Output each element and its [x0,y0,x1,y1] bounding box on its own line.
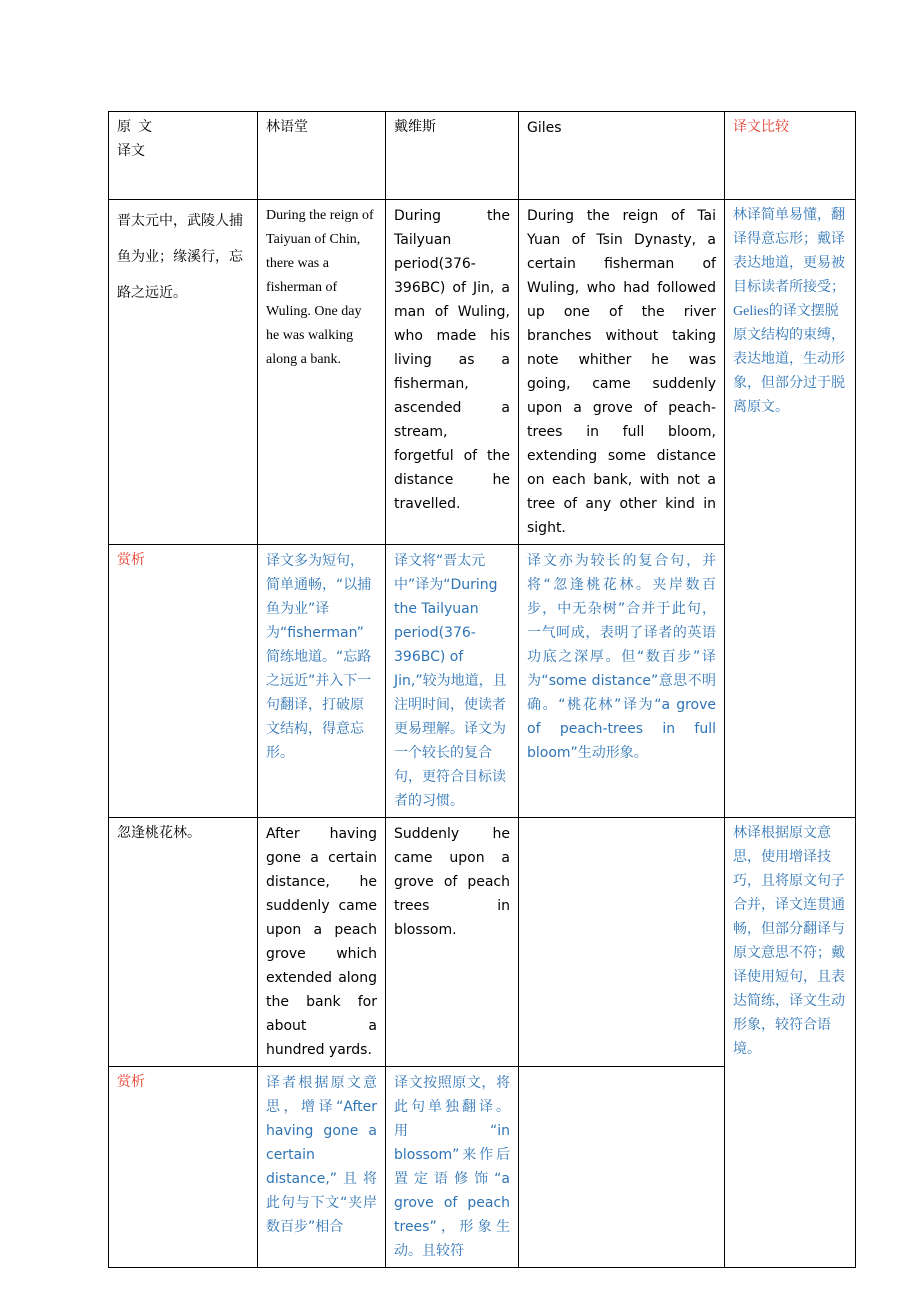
header-comparison [725,112,856,200]
header-translation-label: 译文 [117,144,145,159]
header-lin-label: 林语堂 [266,120,308,135]
row4-davis-analysis: 译文按照原文，将此句单独翻译。用“in blossom”来作后置定语修饰“a grove of peach trees”，形象生动。且较符 [386,1067,519,1268]
row3-original-text: 忽逢桃花林。 [109,818,258,1067]
header-giles-label: Giles [527,120,562,136]
row4-giles-analysis [519,1067,725,1268]
header-giles [519,112,725,200]
header-original-cell [109,112,258,200]
header-davis [386,112,519,200]
row1-giles-translation: During the reign of Tai Yuan of Tsin Dynasty, a certain fisherman of Wuling, who had followed up one of the river branches without taking note whither he was going, came suddenly upon a grove of peach-trees in full bloom, extending some distance on each bank, with not a tree of any other kind in sight. [519,200,725,545]
row1-davis-translation: During the Tailyuan period(376-396BC) of Jin, a man of Wuling, who made his living as a fisherman, ascended a stream, forgetful of the distance he travelled. [386,200,519,545]
header-lin-yutang [258,112,386,200]
row3-comparison: 林译根据原文意思，使用增译技巧，且将原文句子合并，译文连贯通畅，但部分翻译与原文意思不符；戴译使用短句，且表达简练，译文生动形象，较符合语境。 [725,818,856,1268]
row1-original-text: 晋太元中，武陵人捕鱼为业；缘溪行，忘路之远近。 [109,200,258,545]
row3-giles-translation [519,818,725,1067]
translation-comparison-table [108,111,856,1268]
row2-giles-analysis: 译文亦为较长的复合句，并将“忽逢桃花林。夹岸数百步，中无杂树”合并于此句，一气呵成，表明了译者的英语功底之深厚。但“数百步”译为“some distance”意思不明确。“桃花林”译为“a grove of peach-trees in full bloom”生动形象。 [519,545,725,818]
row3-davis-translation: Suddenly he came upon a grove of peach trees in blossom. [386,818,519,1067]
row2-davis-analysis: 译文将“晋太元中”译为“During the Tailyuan period(376-396BC) of Jin,”较为地道，且注明时间，使读者更易理解。译文为一个较长的复合句，更符合目标读者的习惯。 [386,545,519,818]
row2-analysis-label: 赏析 [109,545,258,818]
row1-comparison: 林译简单易懂，翻译得意忘形；戴译表达地道，更易被目标读者所接受；Gelies的译文摆脱原文结构的束缚，表达地道，生动形象，但部分过于脱离原文。 [725,200,856,818]
row3-lin-translation: After having gone a certain distance, he suddenly came upon a peach grove which extended along the bank for about a hundred yards. [258,818,386,1067]
header-original-label: 原 文 [117,120,152,135]
header-davis-label: 戴维斯 [394,120,436,135]
header-row [109,112,856,200]
row-1-translation [109,200,856,545]
row4-analysis-label: 赏析 [109,1067,258,1268]
header-comparison-label: 译文比较 [733,120,789,135]
row1-lin-translation: During the reign of Taiyuan of Chin, there was a fisherman of Wuling. One day he was walking along a bank. [258,200,386,545]
row4-lin-analysis: 译者根据原文意思，增译“After having gone a certain distance,”且将此句与下文“夹岸数百步”相合 [258,1067,386,1268]
row2-lin-analysis: 译文多为短句，简单通畅，“以捕鱼为业”译为“fisherman”简练地道。“忘路之远近”并入下一句翻译，打破原文结构，得意忘形。 [258,545,386,818]
row-3-translation [109,818,856,1067]
